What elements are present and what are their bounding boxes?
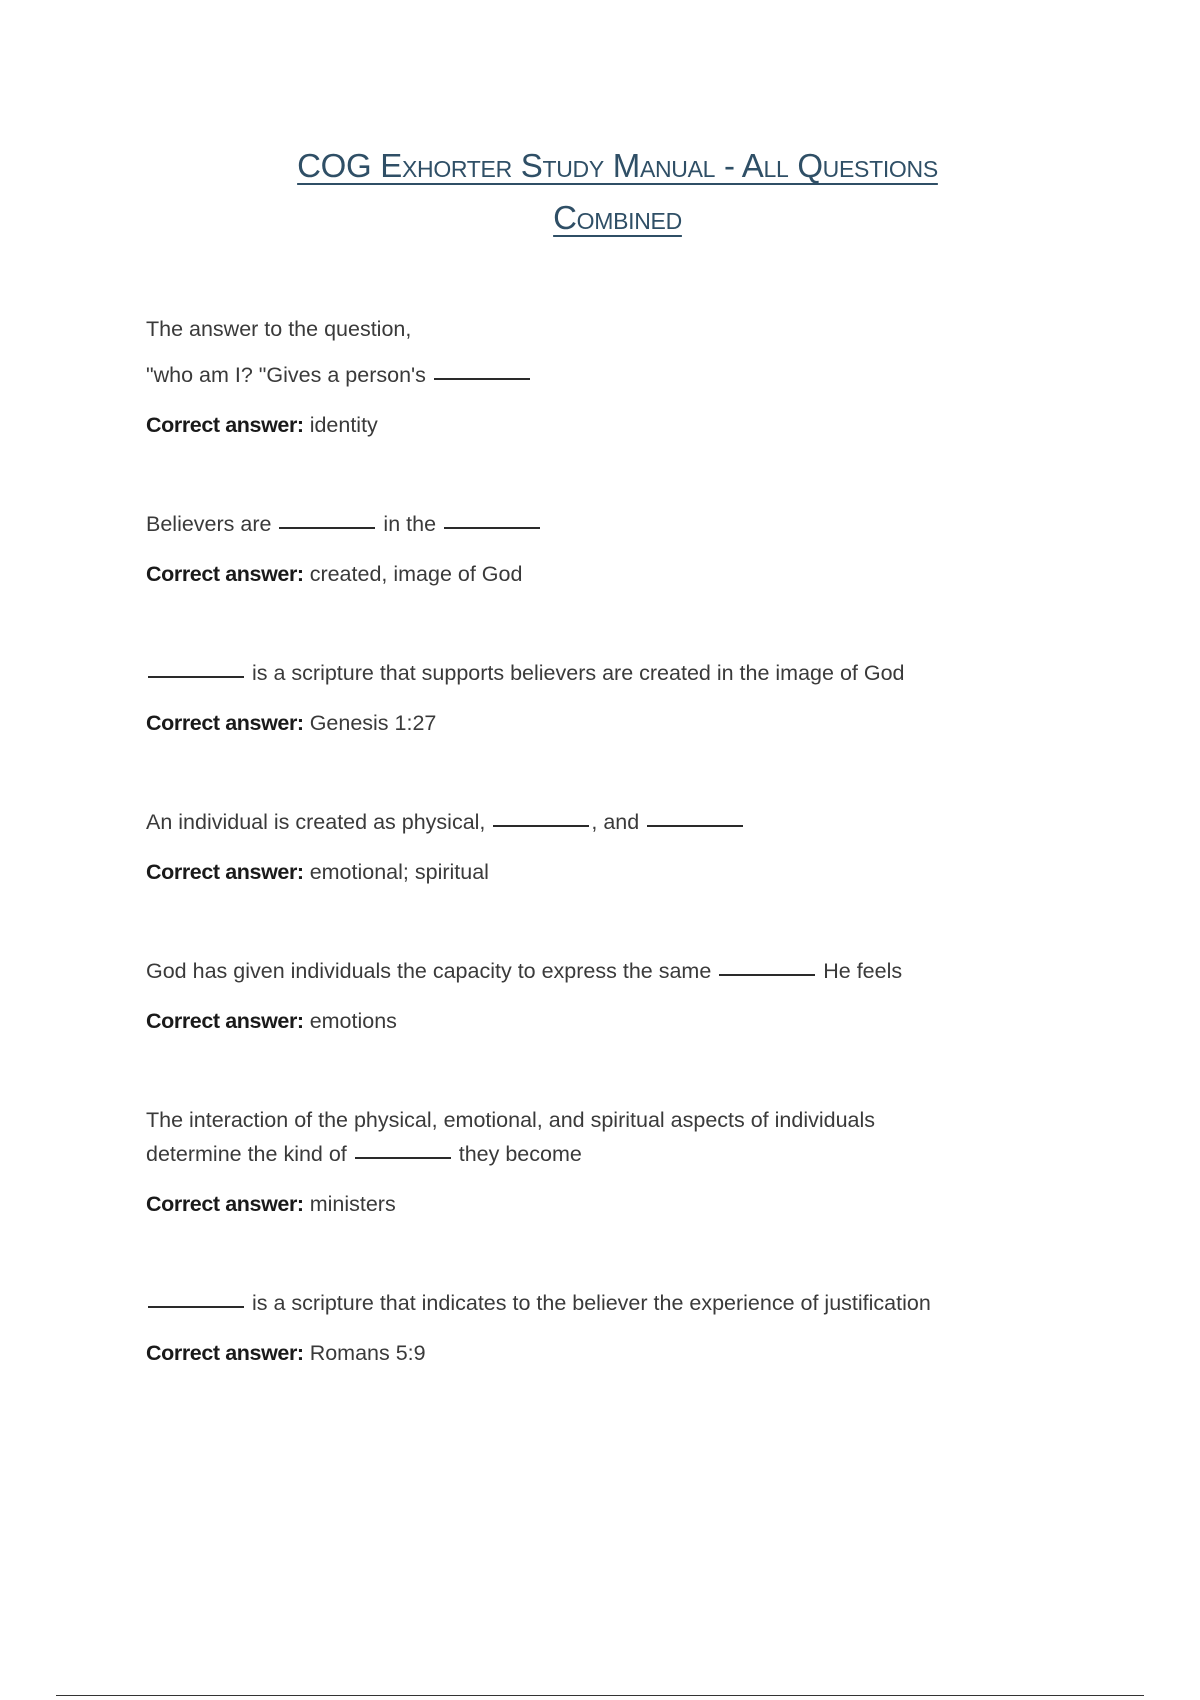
question-line (146, 954, 1046, 988)
question-text-segment: An individual is created as physical, (146, 810, 492, 834)
question-text-segment: is a scripture that supports believers are created in the image of God (246, 661, 905, 685)
answer-blank (444, 526, 540, 529)
answer-blank (493, 824, 589, 827)
question-block (146, 656, 1046, 740)
question-text-segment: determine the kind of (146, 1142, 353, 1166)
answer-blank (647, 824, 743, 827)
question-line (146, 312, 1046, 346)
question-block (146, 507, 1046, 591)
question-line (146, 507, 1046, 541)
correct-answer-label: Correct answer: (146, 1341, 304, 1365)
answer-blank (355, 1156, 451, 1159)
page-title-line-1: COG Exhorter Study Manual - All Questions (297, 147, 938, 184)
correct-answer (146, 408, 1046, 442)
question-block (146, 312, 1046, 442)
question-text-segment: The interaction of the physical, emotional, and spiritual aspects of individuals (146, 1108, 876, 1132)
question-block (146, 805, 1046, 889)
page-title-line-2: Combined (553, 199, 682, 236)
correct-answer (146, 1336, 1046, 1370)
question-text-segment: they become (452, 1142, 582, 1166)
correct-answer-label: Correct answer: (146, 1009, 304, 1033)
correct-answer-value: Genesis 1:27 (309, 711, 437, 735)
question-text-segment: God has given individuals the capacity to express the same (146, 959, 718, 983)
question-text-segment: The answer to the question, (146, 317, 412, 341)
question-list (146, 312, 1046, 1370)
correct-answer-label: Correct answer: (146, 711, 304, 735)
question-line (146, 805, 1046, 839)
question-block (146, 1286, 1046, 1370)
question-text (146, 1286, 1046, 1320)
question-text (146, 805, 1046, 839)
question-text (146, 1103, 1046, 1171)
question-line (146, 1103, 1046, 1137)
correct-answer-value: created, image of God (309, 562, 523, 586)
correct-answer (146, 1004, 1046, 1038)
correct-answer-value: Romans 5:9 (309, 1341, 426, 1365)
correct-answer-label: Correct answer: (146, 860, 304, 884)
answer-blank (434, 377, 530, 380)
question-line (146, 1286, 1046, 1320)
correct-answer (146, 557, 1046, 591)
correct-answer (146, 855, 1046, 889)
question-text-segment: Believers are (146, 512, 278, 536)
question-line (146, 656, 1046, 690)
correct-answer-value: emotions (309, 1009, 397, 1033)
question-text-segment: is a scripture that indicates to the believer the experience of justification (246, 1291, 931, 1315)
question-text (146, 656, 1046, 690)
answer-blank (148, 675, 244, 678)
question-text (146, 507, 1046, 541)
footer-rule (56, 1695, 1144, 1696)
question-text (146, 954, 1046, 988)
correct-answer-value: emotional; spiritual (309, 860, 489, 884)
question-text-segment: in the (377, 512, 442, 536)
correct-answer (146, 1187, 1046, 1221)
question-line (146, 1137, 1046, 1171)
question-text (146, 312, 1046, 392)
correct-answer (146, 706, 1046, 740)
question-text-segment: He feels (817, 959, 903, 983)
question-text-segment: "who am I? "Gives a person's (146, 363, 432, 387)
question-text-segment: , and (591, 810, 646, 834)
answer-blank (719, 973, 815, 976)
question-block (146, 1103, 1046, 1221)
question-line (146, 358, 1046, 392)
correct-answer-label: Correct answer: (146, 413, 304, 437)
correct-answer-label: Correct answer: (146, 1192, 304, 1216)
page-title (0, 140, 1200, 244)
answer-blank (148, 1305, 244, 1308)
question-block (146, 954, 1046, 1038)
correct-answer-value: ministers (309, 1192, 396, 1216)
correct-answer-label: Correct answer: (146, 562, 304, 586)
correct-answer-value: identity (309, 413, 378, 437)
answer-blank (279, 526, 375, 529)
